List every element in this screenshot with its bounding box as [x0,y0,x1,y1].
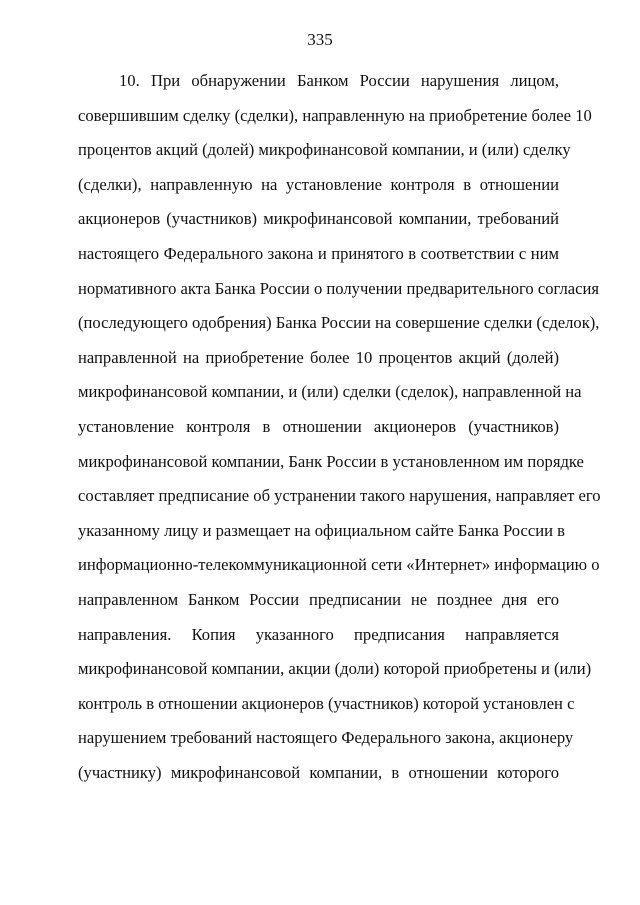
text-line: микрофинансовой компании, Банк России в установленном им порядке [78,451,584,471]
text-line: направленной на приобретение более 10 процентов акций (долей) [78,347,559,367]
text-line: информационно-телекоммуникационной сети «Интернет» информацию о [78,555,600,575]
text-line: совершившим сделку (сделки), направленную на приобретение более 10 [78,105,592,125]
text-line: микрофинансовой компании, акции (доли) которой приобретены и (или) [78,659,592,679]
text-line: указанному лицу и размещает на официальном сайте Банка России в [78,520,565,540]
text-line: 10. При обнаружении Банком России нарушения лицом, [119,71,559,90]
text-line: (последующего одобрения) Банка России на совершение сделки (сделок), [78,313,600,333]
text-line: нарушением требований настоящего Федерального закона, акционеру [78,728,574,748]
text-line: установление контроля в отношении акционеров (участников) [78,416,559,436]
text-line: акционеров (участников) микрофинансовой компании, требований [78,209,559,229]
page-number: 335 [307,30,333,49]
text-line: нормативного акта Банка России о получении предварительного согласия [78,278,600,298]
text-line: настоящего Федерального закона и принятого в соответствии с ним [78,243,559,263]
text-line: направления. Копия указанного предписания направляется [78,624,559,644]
paragraph-10 [78,64,601,790]
text-line: (сделки), направленную на установление контроля в отношении [78,174,559,194]
text-line: (участнику) микрофинансовой компании, в отношении которого [78,762,559,782]
text-line: контроль в отношении акционеров (участников) которой установлен с [78,693,575,713]
text-line: составляет предписание об устранении такого нарушения, направляет его [78,486,601,506]
text-line: процентов акций (долей) микрофинансовой компании, и (или) сделку [78,140,571,160]
text-line: микрофинансовой компании, и (или) сделки (сделок), направленной на [78,382,582,402]
text-line: направленном Банком России предписании не позднее дня его [78,589,559,609]
